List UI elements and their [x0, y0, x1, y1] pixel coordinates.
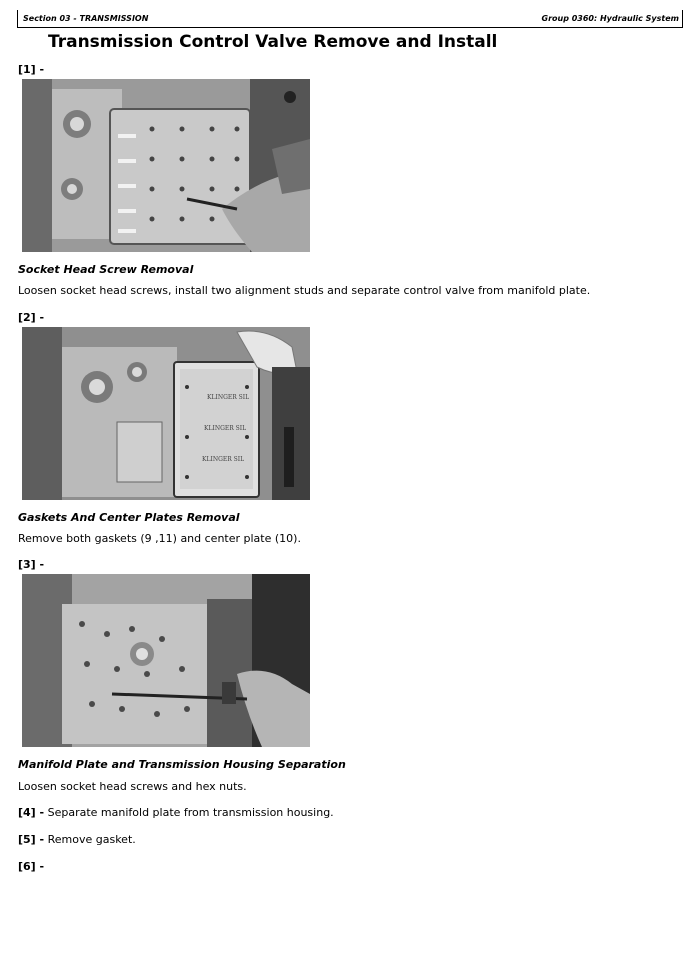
step-2-label: [2] -	[18, 311, 45, 324]
step-6	[18, 860, 44, 873]
step-5-label: [5] -	[18, 833, 45, 846]
group-label: Group 0360: Hydraulic System	[541, 14, 679, 23]
step-1-photo	[22, 79, 310, 252]
step-4	[18, 806, 334, 819]
step-3-label: [3] -	[18, 558, 45, 571]
step-2-photo	[22, 327, 310, 500]
plate-label-1: KLINGER SIL	[207, 394, 250, 401]
step-2-text: Remove both gaskets (9 ,11) and center plate (10).	[18, 532, 301, 545]
step-4-text: Separate manifold plate from transmission housing.	[47, 806, 334, 819]
step-1-text: Loosen socket head screws, install two alignment studs and separate control valve from manifold plate.	[18, 284, 591, 297]
plate-label-3: KLINGER SIL	[202, 456, 245, 463]
section-label: Section 03 - TRANSMISSION	[23, 14, 149, 23]
step-3-text: Loosen socket head screws and hex nuts.	[18, 780, 247, 793]
step-5	[18, 833, 136, 846]
plate-label-2: KLINGER SIL	[204, 425, 247, 432]
step-3-photo	[22, 574, 310, 747]
step-4-label: [4] -	[18, 806, 45, 819]
page-header	[17, 10, 683, 28]
step-5-text: Remove gasket.	[47, 833, 136, 846]
step-3-caption: Manifold Plate and Transmission Housing Separation	[18, 758, 346, 771]
step-1-label: [1] -	[18, 63, 45, 76]
page-title: Transmission Control Valve Remove and Install	[48, 32, 498, 52]
step-6-label: [6] -	[18, 860, 45, 873]
step-1-caption: Socket Head Screw Removal	[18, 263, 194, 276]
step-2-caption: Gaskets And Center Plates Removal	[18, 511, 240, 524]
